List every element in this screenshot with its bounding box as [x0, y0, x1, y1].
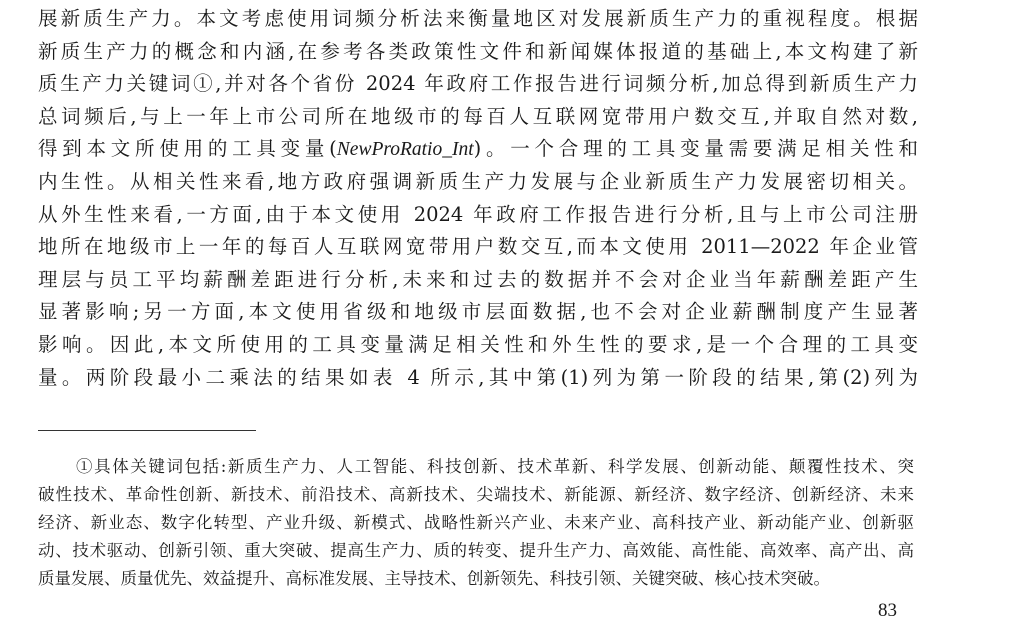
body-line: 展新质生产力。本文考虑使用词频分析法来衡量地区对发展新质生产力的重视程度。根据 [38, 7, 918, 30]
footnote-separator [38, 430, 256, 431]
footnote-line: 经济、新业态、数字化转型、产业升级、新模式、战略性新兴产业、未来产业、高科技产业、新动能产业、创新驱 [38, 513, 914, 532]
body-line: 从外生性来看,一方面,由于本文使用 2024 年政府工作报告进行分析,且与上市公司注册 [38, 202, 918, 226]
body-paragraph [38, 3, 918, 394]
body-text-segment: )。一个合理的工具变量需要满足相关性和 [473, 137, 918, 161]
body-line: 地所在地级市上一年的每百人互联网宽带用户数交互,而本文使用 2011—2022 年企业管 [38, 235, 918, 259]
body-line [38, 133, 918, 166]
footnote-line: 质量发展、质量优先、效益提升、高标准发展、主导技术、创新领先、科技引领、关键突破、核心技术突破。 [38, 569, 830, 588]
footnote [38, 453, 914, 593]
body-line: 新质生产力的概念和内涵,在参考各类政策性文件和新闻媒体报道的基础上,本文构建了新 [38, 39, 918, 63]
body-line: 影响。因此,本文所使用的工具变量满足相关性和外生性的要求,是一个合理的工具变 [38, 332, 918, 356]
page-number: 83 [878, 600, 897, 621]
footnote-line: ①具体关键词包括:新质生产力、人工智能、科技创新、技术革新、科学发展、创新动能、颠覆性技术、突 [76, 457, 914, 476]
body-line: 总词频后,与上一年上市公司所在地级市的每百人互联网宽带用户数交互,并取自然对数, [38, 104, 918, 128]
instrument-variable-name: NewProRatio_Int [336, 139, 474, 161]
footnote-line: 破性技术、革命性创新、新技术、前沿技术、高新技术、尖端技术、新能源、新经济、数字经济、创新经济、未来 [38, 485, 914, 504]
body-line: 量。两阶段最小二乘法的结果如表 4 所示,其中第(1)列为第一阶段的结果,第(2)列为 [38, 365, 918, 389]
body-line: 理层与员工平均薪酬差距进行分析,未来和过去的数据并不会对企业当年薪酬差距产生 [38, 267, 918, 291]
body-line: 质生产力关键词①,并对各个省份 2024 年政府工作报告进行词频分析,加总得到新质生产力 [38, 72, 918, 96]
body-line: 显著影响;另一方面,本文使用省级和地级市层面数据,也不会对企业薪酬制度产生显著 [38, 300, 918, 324]
body-text-segment: 得到本文所使用的工具变量( [38, 137, 337, 161]
body-line: 内生性。从相关性来看,地方政府强调新质生产力发展与企业新质生产力发展密切相关。 [38, 169, 918, 193]
footnote-line: 动、技术驱动、创新引领、重大突破、提高生产力、质的转变、提升生产力、高效能、高性能、高效率、高产出、高 [38, 541, 914, 560]
